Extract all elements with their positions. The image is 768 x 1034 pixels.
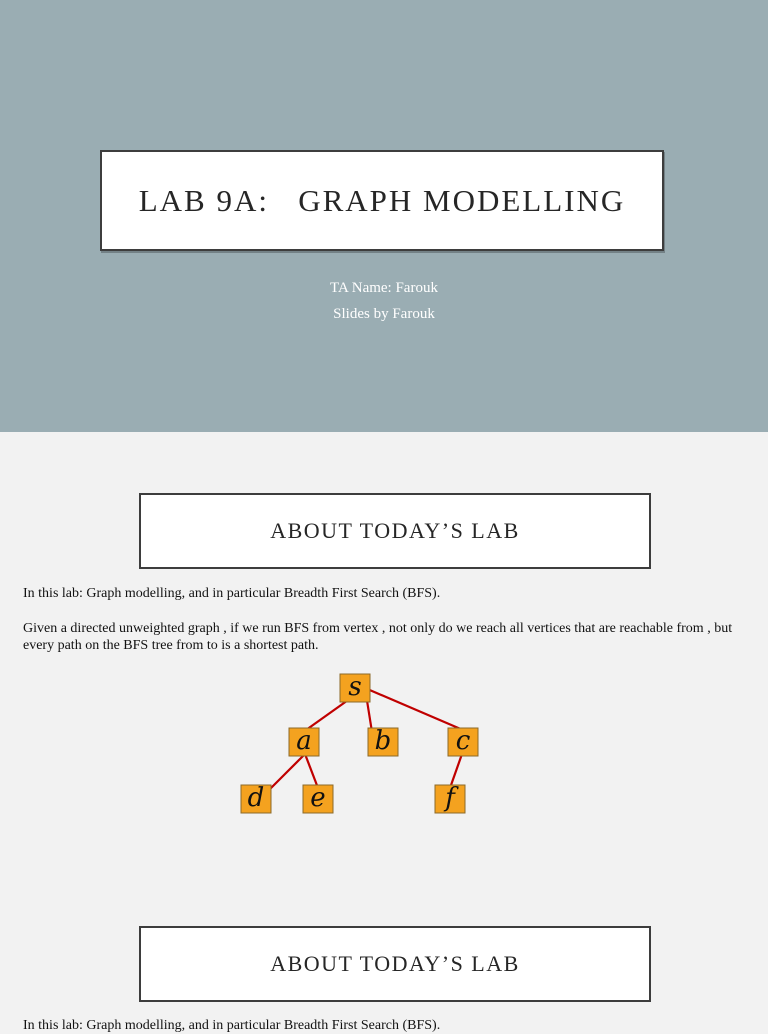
tree-node-b <box>368 726 398 756</box>
slide-heading: ABOUT TODAY’S LAB <box>270 951 520 976</box>
tree-node-label-e: e <box>310 783 326 813</box>
tree-node-s <box>340 672 370 702</box>
tree-node-a <box>289 726 319 756</box>
tree-edge-a-d <box>270 754 305 789</box>
title-slide <box>0 0 768 432</box>
slide-title: LAB 9A: GRAPH MODELLING <box>138 182 626 218</box>
tree-node-label-d: d <box>247 783 265 813</box>
intro-paragraph: In this lab: Graph modelling, and in particular Breadth First Search (BFS). <box>23 586 441 601</box>
intro-paragraph: In this lab: Graph modelling, and in particular Breadth First Search (BFS). <box>23 1018 441 1033</box>
tree-node-label-b: b <box>374 726 392 756</box>
slide-heading: ABOUT TODAY’S LAB <box>270 518 520 543</box>
about-slide <box>0 432 768 868</box>
about-slide-2 <box>0 868 768 1033</box>
bfs-paragraph: Given a directed unweighted graph , if we run BFS from vertex , not only do we reach all vertices that are reachable from , but every path on the BFS tree from to is a shortest path. <box>23 621 733 653</box>
heading-box <box>139 926 651 1002</box>
tree-node-label-s: s <box>348 672 362 702</box>
tree-node-label-a: a <box>296 726 312 756</box>
bfs-tree-diagram <box>0 432 768 868</box>
tree-node-label-f: f <box>445 783 455 813</box>
tree-node-f <box>435 783 465 813</box>
slides-by: Slides by Farouk <box>333 306 435 322</box>
title-box <box>100 150 664 251</box>
tree-node-label-c: c <box>455 726 471 756</box>
tree-node-e <box>303 783 333 813</box>
tree-node-c <box>448 726 478 756</box>
ta-name: TA Name: Farouk <box>330 280 438 296</box>
tree-node-d <box>241 783 271 813</box>
tree-edge-s-c <box>365 688 463 730</box>
